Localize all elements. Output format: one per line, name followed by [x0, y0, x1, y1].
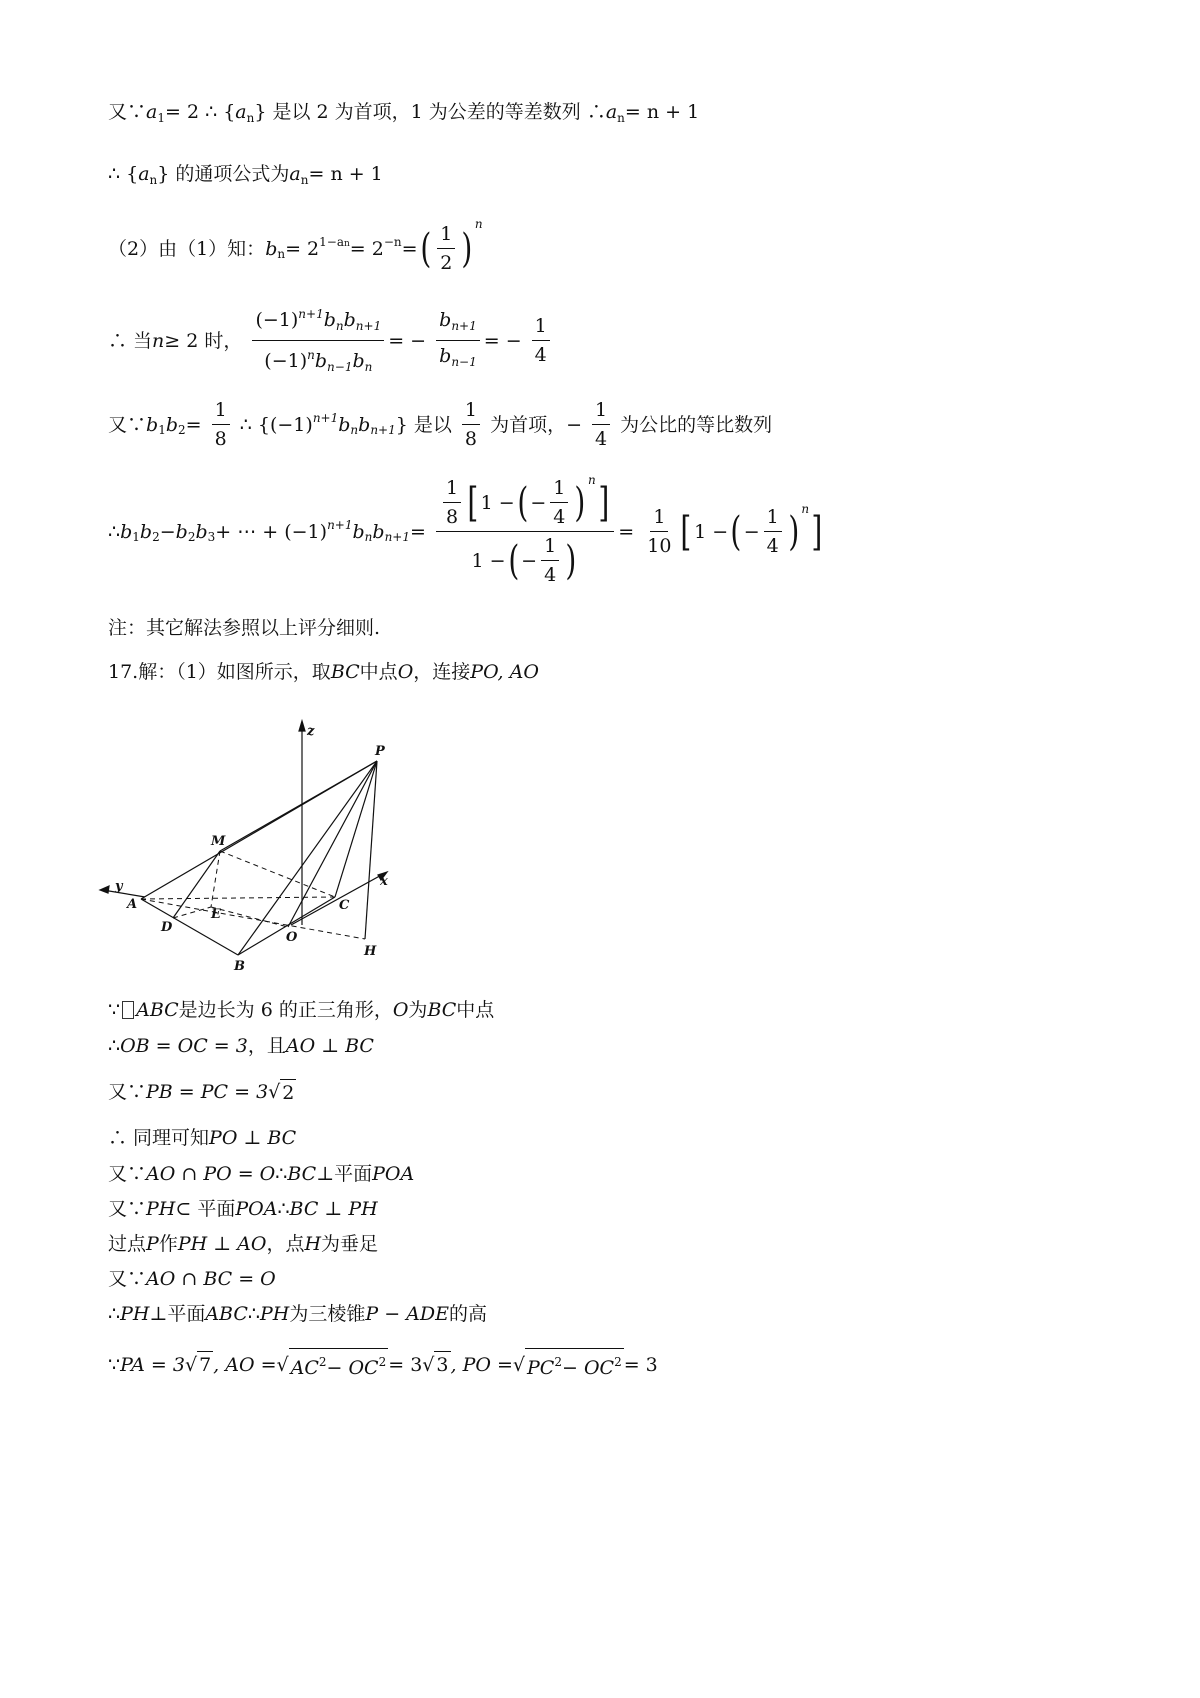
line-2: ∴ {an} 的通项公式为an= n + 1: [108, 163, 383, 187]
line-15: 过点P作PH ⊥ AO，点H为垂足: [108, 1233, 379, 1255]
fraction-half: $\frac{1}{2}$: [437, 222, 455, 275]
line-9: ∵ ABC是边长为 6 的正三角形，O为BC中点: [108, 999, 495, 1021]
z-arrow-icon: [299, 721, 305, 731]
edge-BC: [238, 897, 335, 955]
line-16: 又∵AO ∩ BC = O: [108, 1268, 276, 1290]
label-M: M: [211, 834, 226, 849]
edge-DE: [173, 907, 211, 918]
label-x: x: [380, 874, 388, 889]
line-18: ∵PA = 3√ 7 , AO =√ AC2− OC2= 3√ 3 , PO =√ PC2− OC2= 3: [108, 1348, 658, 1381]
line-5: 又∵b1b2= $\frac{1}{8}$ ∴ {(−1)n+1bnbn+1} 是以 $\frac{1}{8}$ 为首项，− $\frac{1}{4}$ 为公比的等比数列: [108, 399, 773, 450]
edge-EO: [211, 907, 288, 927]
label-E: E: [211, 907, 221, 922]
line-6-sum-formula: ∴b1b2−b2b3+ ⋯ + (−1)n+1bnbn+1= $\frac{1}{8}$ [ 1 −( − $\frac{1}{4}$ ) n] 1 −( − $\frac{1}{4}$ ) = $\frac{1}{10}$ [ 1 −( − $\frac{1}{4}$ ) n]: [108, 473, 823, 586]
triangle-symbol-box: [122, 1001, 134, 1019]
line-13: 又∵AO ∩ PO = O∴BC⊥平面POA: [108, 1163, 415, 1185]
edge-PH: [365, 761, 377, 939]
line-11: 又∵PB = PC = 3√ 2: [108, 1078, 296, 1106]
label-D: D: [161, 920, 173, 935]
label-C: C: [339, 898, 350, 913]
line-4: ∴ 当n≥ 2 时， $\frac{\text{(−1)n+1bnbn+1}}{\text{(−1)nbn−1bn}}$ = − $\frac{bn+1}{bn-1}$ = − $\frac{1}{4}$: [108, 302, 554, 379]
edge-MC: [220, 851, 335, 897]
label-P: P: [375, 744, 385, 759]
label-O: O: [286, 930, 298, 945]
line-3: （2）由（1）知：bn= 21−an= 2−n=( $\frac{1}{2}$ )n: [108, 217, 483, 274]
ratio-fraction: $\frac{\text{(−1)n+1bnbn+1}}{\text{(−1)nbn−1bn}}$: [252, 302, 384, 379]
line-1: 又∵a1= 2 ∴ {an} 是以 2 为首项，1 为公差的等差数列 ∴an= n + 1: [108, 101, 700, 125]
y-axis: [103, 890, 145, 897]
note-line: 注：其它解法参照以上评分细则.: [108, 617, 381, 639]
line-12: ∴ 同理可知PO ⊥ BC: [108, 1127, 297, 1149]
x-axis: [291, 873, 385, 925]
pyramid-figure: [95, 715, 435, 980]
line-14: 又∵PH⊂ 平面POA∴BC ⊥ PH: [108, 1198, 378, 1220]
line-10: ∴OB = OC = 3，且AO ⊥ BC: [108, 1035, 374, 1057]
y-arrow-icon: [100, 886, 109, 893]
label-B: B: [234, 959, 245, 974]
label-z: z: [307, 724, 315, 739]
edge-BP: [238, 761, 377, 955]
label-A: A: [127, 897, 138, 912]
label-y: y: [115, 879, 123, 894]
problem-17-heading: 17.解：（1）如图所示，取BC中点O，连接PO, AO: [108, 661, 539, 683]
label-H: H: [364, 944, 377, 959]
edge-AC: [141, 897, 335, 899]
sum-big-fraction: $\frac{1}{8}$ [ 1 −( − $\frac{1}{4}$ ) n] 1 −( − $\frac{1}{4}$ ): [436, 476, 614, 587]
line-17: ∴PH⊥平面ABC∴PH为三棱锥P − ADE的高: [108, 1303, 487, 1325]
